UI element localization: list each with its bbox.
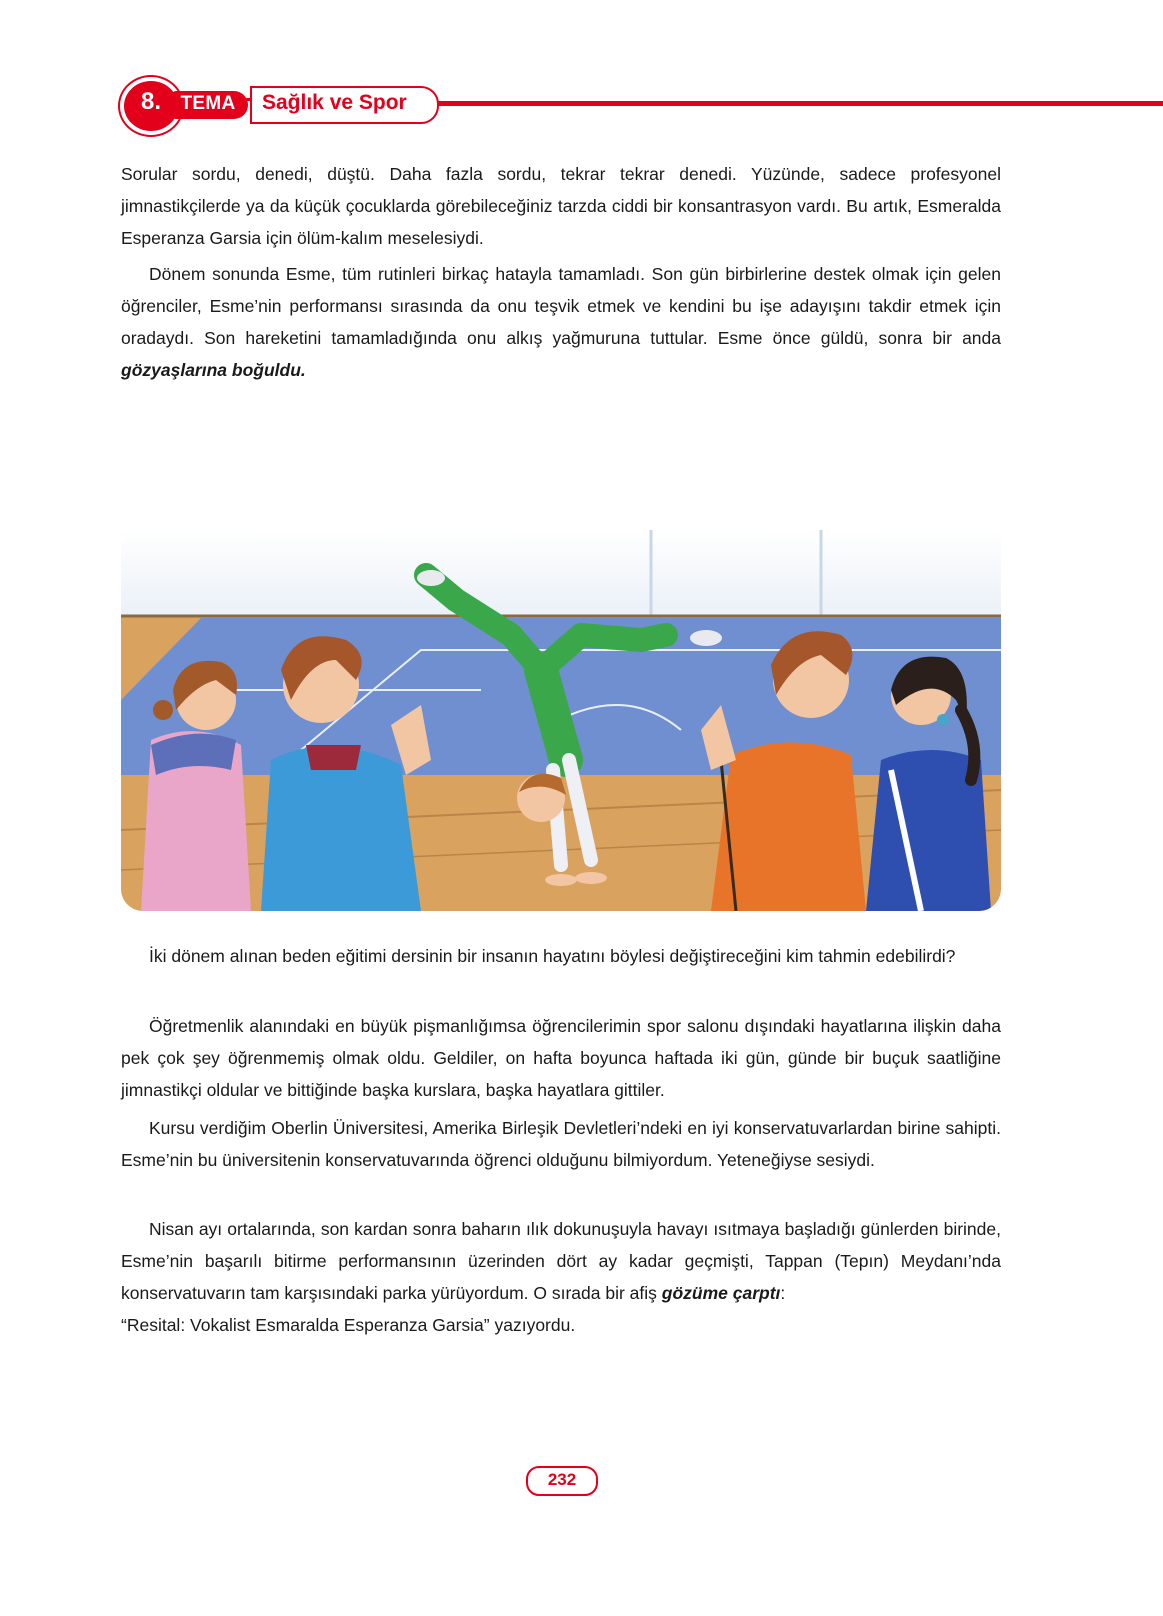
- paragraph-6: [121, 1213, 1001, 1309]
- page-number: 232: [547, 1470, 577, 1489]
- paragraph-2: [121, 258, 1001, 386]
- theme-number: 8.: [140, 88, 161, 115]
- paragraph-1: Sorular sordu, denedi, düştü. Daha fazla sordu, tekrar tekrar denedi. Yüzünde, sadece profesyonel jimnastikçilerde ya da küçük çocuklarda görebileceğiniz tarzda ciddi bir konsantrasyon vardı. Bu artık, Esmeralda Esperanza Garsia için ölüm-kalım meselesiydi.: [121, 164, 1001, 248]
- paragraph-2-emphasis: gözyaşlarına boğuldu.: [121, 360, 306, 380]
- paragraph-5: Kursu verdiğim Oberlin Üniversitesi, Amerika Birleşik Devletleri’ndeki en iyi konservatuvarlardan birine sahipti. Esme’nin bu üniversitenin konservatuvarında öğrenci olduğunu bilmiyordum. Yeteneğiyse sesiydi.: [121, 1118, 1001, 1170]
- paragraph-6-end: :: [780, 1283, 786, 1303]
- paragraph-3: İki dönem alınan beden eğitimi dersinin bir insanın hayatını böylesi değiştireceğini kim tahmin edebilirdi?: [149, 946, 956, 966]
- gymnastics-illustration: [121, 530, 1001, 911]
- paragraph-4: Öğretmenlik alanındaki en büyük pişmanlığımsa öğrencilerimin spor salonu dışındaki hayatlarına ilişkin daha pek çok şey öğrenmemiş olmak oldu. Geldiler, on hafta boyunca haftada iki gün, günde bir buçuk saatliğine jimnastikçi oldular ve bittiğinde başka kurslara, başka hayatlara gittiler.: [121, 1016, 1001, 1100]
- theme-word: TEMA: [180, 93, 236, 114]
- paragraph-6-emphasis: gözüme çarptı: [661, 1283, 781, 1303]
- paragraph-7: “Resital: Vokalist Esmaralda Esperanza Garsia” yazıyordu.: [121, 1315, 576, 1335]
- theme-title: Sağlık ve Spor: [262, 91, 407, 114]
- header-rule: [430, 101, 1163, 106]
- paragraph-6-text: Nisan ayı ortalarında, son kardan sonra baharın ılık dokunuşuyla havayı ısıtmaya başladığı günlerden birinde, Esme’nin başarılı bitirme performansının üzerinden dört ay kadar geçmişti, Tappan (Tepın) Meydanı’nda konservatuvarın tam karşısındaki parka yürüyordum. O sırada bir afiş: [121, 1219, 1001, 1303]
- paragraph-2-text: Dönem sonunda Esme, tüm rutinleri birkaç hatayla tamamladı. Son gün birbirlerine destek olmak için gelen öğrenciler, Esme’nin performansı sırasında da onu teşvik etmek ve kendini bu işe adayışını takdir etmek için oradaydı. Son hareketini tamamladığında onu alkış yağmuruna tuttular. Esme önce güldü, sonra bir anda: [121, 264, 1001, 348]
